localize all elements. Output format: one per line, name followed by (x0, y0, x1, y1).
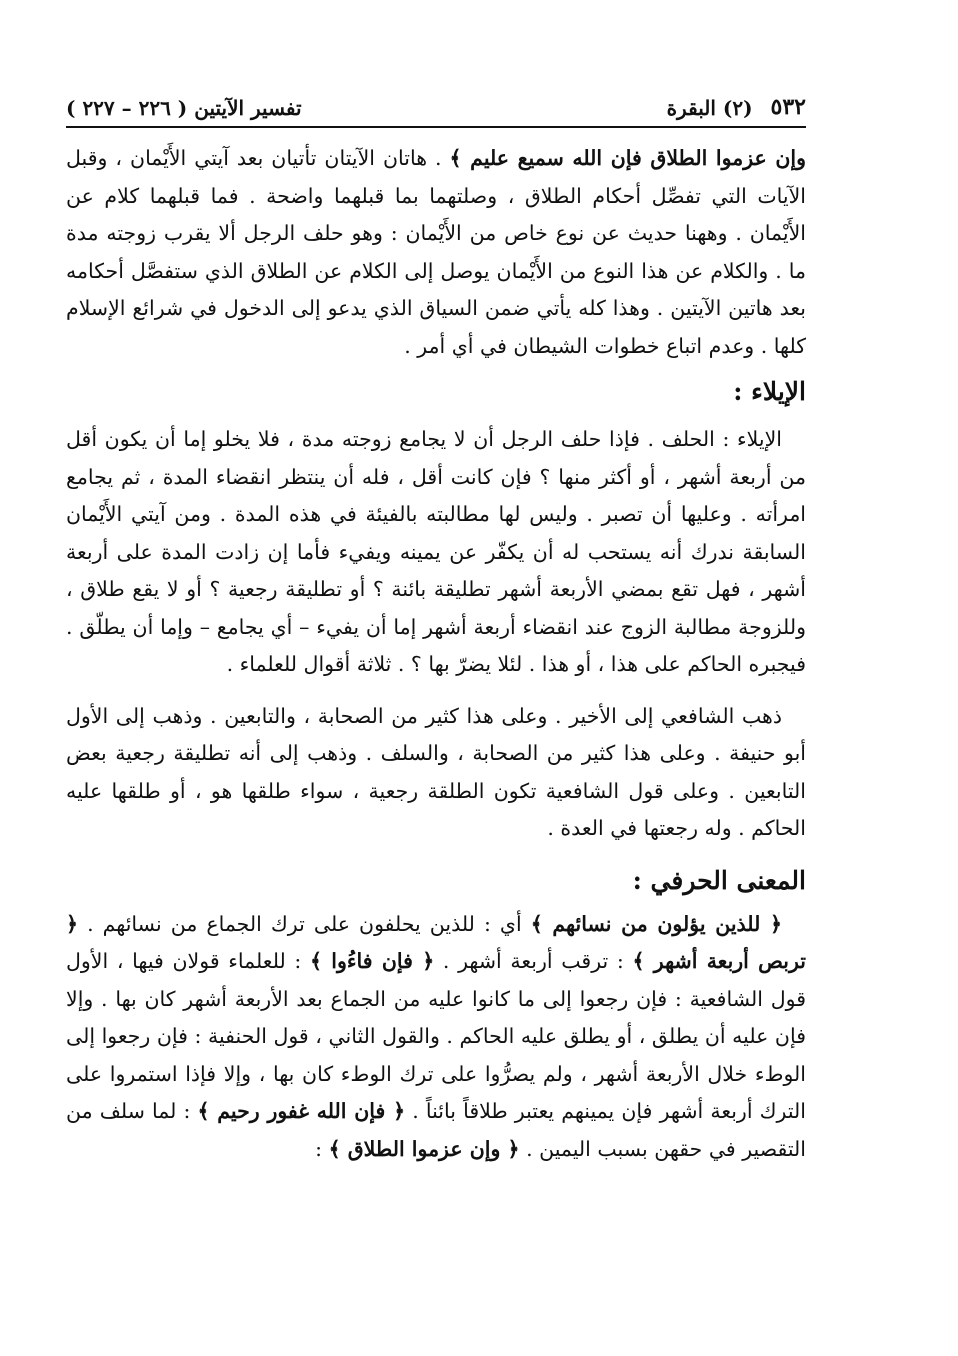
section-heading-literal-meaning: المعنى الحرفي : (632, 865, 806, 895)
header-title: تفسير الآيتين ( ٢٢٦ – ٢٢٧ ) (66, 96, 302, 120)
quran-quote: ﴿ فإن الله غفور رحيم ﴾ (197, 1099, 406, 1123)
paragraph-text: أي : للذين يحلفون على ترك الجماع من نسائهم . (78, 911, 531, 936)
paragraph-text: : (315, 1136, 329, 1161)
ila-paragraph-1: الإيلاء : الحلف . فإذا حلف الرجل أن لا يجامع زوجته مدة ، فلا يخلو إما أن يكون أقل من أربعة أشهر ، أو أكثر منها ؟ فإن كانت أقل ، فله أن ينتظر انقضاء المدة ، ثم يجامع امرأته . وعليها أن تصبر . وليس لها مطالبته بالفيئة في هذه المدة . ومن آيتي الأَيْمان السابقة ندرك أنه يستحب له أن يكفّر عن يمينه ويفيء فأما إن زادت المدة على أربعة أشهر ، فهل تقع بمضي الأربعة أشهر تطليقة بائنة ؟ أو تطليقة رجعية ؟ أو لا يقع طلاق ، وللزوجة مطالبة الزوج عند انقضاء أربعة أشهر إما أن يفيء – أي يجامع – وإما أن يطلّق . فيجبره الحاكم على هذا ، أو هذا . لئلا يضرّ بها ؟ . ثلاثة أقوال للعلماء . (66, 427, 806, 676)
section-heading-ila: الإيلاء : (733, 377, 806, 406)
surah-name: (٢) البقرة (666, 96, 753, 120)
paragraph-text: : للعلماء قولان فيها ، الأول قول الشافعية : فإن رجعوا إلى ما كانوا عليه من الجماع بعد الأربعة أشهر كان بها . وإلا فإن عليه أن يطلق ، أو يطلق عليه الحاكم . والقول الثاني ، قول الحنفية : فإن رجعوا إلى الوطء خلال الأربعة أشهر ، ولم يصرُّوا على ترك الوطء كان بها ، وإلا فإذا استمروا على الترك أربعة أشهر فإن يمينهم يعتبر طلاقاً بائناً . (66, 949, 806, 1123)
intro-paragraph (66, 140, 806, 365)
quran-quote: ﴿ تربص أربعة أشهر ﴾ (66, 911, 806, 973)
page-body (66, 140, 806, 1168)
quran-quote: ﴿ فإن فاءُوا ﴾ (309, 949, 435, 973)
page-header (66, 84, 806, 120)
page-number: ٥٣٢ (770, 94, 806, 120)
quran-quote: وإن عزموا الطلاق فإن الله سميع عليم ﴾ (449, 146, 806, 170)
paragraph-text: . هاتان الآيتان تأتيان بعد آيتي الأَيْمان ، وقبل الآيات التي تفصِّل أحكام الطلاق ، وصلتهما بما قبلهما واضحة . فما قبلهما كلام عن الأَيْمان . وههنا حديث عن نوع خاص من الأَيْمان : وهو حلف الرجل ألا يقرب زوجته مدة ما . والكلام عن هذا النوع من الأَيْمان يوصل إلى الكلام عن الطلاق الذي ستفصَّل أحكامه بعد هاتين الآيتين . وهذا كله يأتي ضمن السياق الذي يدعو إلى الدخول في شرائع الإسلام كلها . وعدم اتباع خطوات الشيطان في أي أمر . (66, 146, 806, 358)
paragraph-text: : ترقب أربعة أشهر . (434, 949, 633, 973)
header-divider (66, 126, 806, 128)
ila-paragraph-2: ذهب الشافعي إلى الأخير . وعلى هذا كثير من الصحابة ، والتابعين . وذهب إلى الأول أبو حنيفة . وعلى هذا كثير من الصحابة ، والسلف . وذهب إلى أنه تطليقة رجعية بعض التابعين . وعلى قول الشافعية تكون الطلقة رجعية ، سواء طلقها هو ، أو طلقها عليه الحاكم . وله رجعتها في العدة . (66, 703, 806, 840)
quran-quote: ﴿ للذين يؤلون من نسائهم ﴾ (530, 911, 783, 936)
literal-meaning-paragraph (66, 906, 806, 1169)
paragraph-text: : لما سلف من التقصير في حقهن بسبب اليمين . (66, 1099, 806, 1161)
quran-quote: ﴿ وإن عزموا الطلاق ﴾ (328, 1136, 520, 1161)
